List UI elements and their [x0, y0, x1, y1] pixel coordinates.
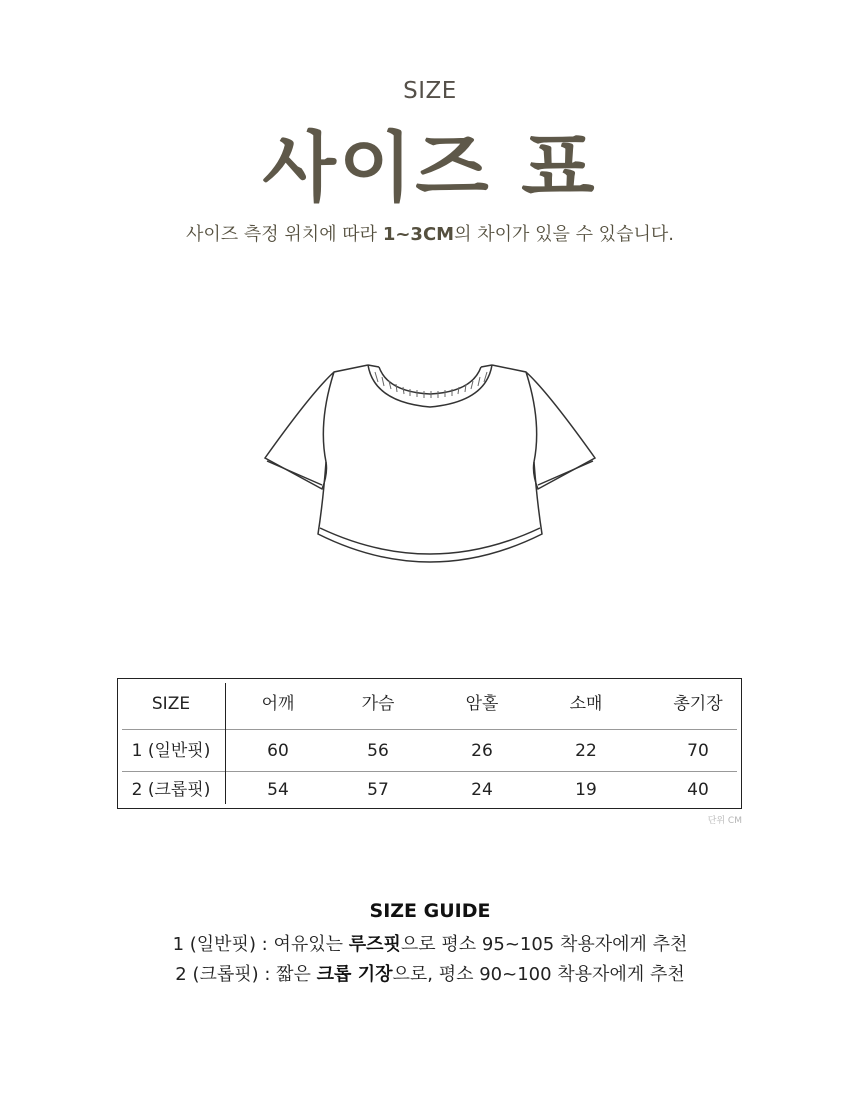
size-guide-title: SIZE GUIDE	[369, 900, 491, 922]
page-subtitle	[0, 220, 860, 246]
size-guide-line-2	[0, 960, 860, 986]
table-divider	[122, 771, 737, 772]
guide-line-1-bold: 루즈핏	[348, 934, 401, 955]
table-header: 가슴	[361, 694, 395, 714]
table-header: 어깨	[261, 694, 295, 714]
page-title: 사이즈 표	[262, 123, 598, 212]
table-cell: 60	[267, 741, 289, 761]
guide-line-1-pre: 1 (일반핏) : 여유있는	[172, 934, 349, 955]
cropped-tshirt-icon	[262, 352, 598, 568]
subtitle-text-pre: 사이즈 측정 위치에 따라	[186, 224, 383, 245]
table-header: 소매	[569, 694, 603, 714]
table-cell: 24	[471, 780, 493, 800]
guide-line-2-bold: 크롭 기장	[316, 964, 393, 985]
table-header: 암홀	[465, 694, 499, 714]
table-divider	[122, 729, 737, 730]
subtitle-text-bold: 1~3CM	[382, 224, 455, 245]
table-cell: 56	[367, 741, 389, 761]
table-cell: 54	[267, 780, 289, 800]
table-cell: 70	[687, 741, 709, 761]
subtitle-text-post: 의 차이가 있을 수 있습니다.	[454, 224, 674, 245]
table-cell: 26	[471, 741, 493, 761]
table-cell: 19	[575, 780, 597, 800]
table-cell: 57	[367, 780, 389, 800]
size-table	[117, 678, 742, 809]
table-cell: 40	[687, 780, 709, 800]
guide-line-1-post: 으로 평소 95~105 착용자에게 추천	[400, 934, 688, 955]
size-guide-line-1	[0, 930, 860, 956]
table-cell: 22	[575, 741, 597, 761]
size-eyebrow: SIZE	[403, 78, 457, 104]
unit-label: 단위 CM	[707, 816, 742, 826]
table-header: 총기장	[673, 694, 723, 714]
table-header: SIZE	[151, 694, 191, 714]
guide-line-2-post: 으로, 평소 90~100 착용자에게 추천	[392, 964, 685, 985]
table-cell: 2 (크롭핏)	[131, 780, 211, 800]
table-cell: 1 (일반핏)	[131, 741, 211, 761]
guide-line-2-pre: 2 (크롭핏) : 짧은	[175, 964, 317, 985]
